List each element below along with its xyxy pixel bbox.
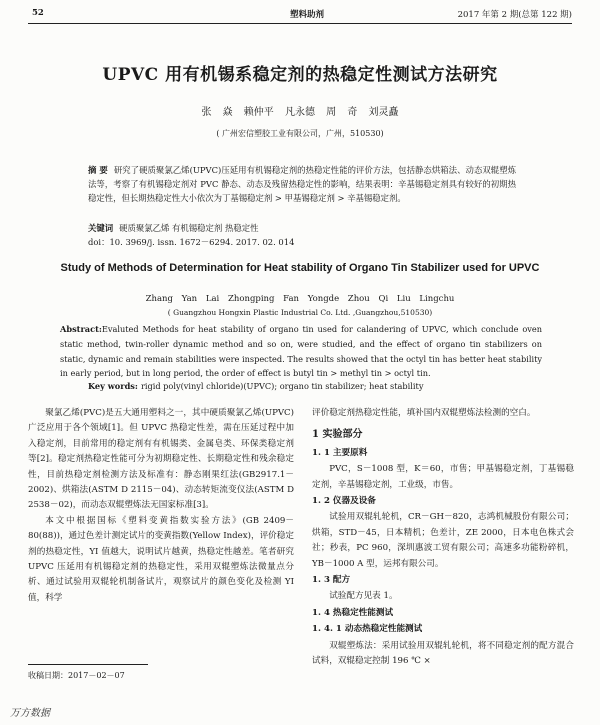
footnote-rule xyxy=(28,664,148,665)
keywords-cn xyxy=(88,221,516,235)
journal-name: 塑料助剂 xyxy=(290,10,325,20)
issue-info: 2017 年第 2 期(总第 122 期) xyxy=(457,10,572,20)
intro-paragraph-2: 本文中根据国标《塑料变黄指数实验方法》(GB 2409－80(88))，通过色差计测定试片的变黄指数(Yellow Index)，评价稳定剂的热稳定性，YI 值越大，说明试片越黄，热稳定性越差。笔者研究 UPVC 压延用有机锡稳定剂的热稳定性，采用双辊塑炼法微量点分析、通过试验用双辊轮机制备试片，观察试片的颜色变化及检测 YI 值，科学 xyxy=(28,515,294,603)
dynamic-test-paragraph: 双辊塑炼法：采用试验用双辊轧轮机，将不同稳定剂的配方混合试料，双辊稳定控制 196 ℃ × xyxy=(312,640,574,667)
paper-title: UPVC 用有机锡系稳定剂的热稳定性测试方法研究 xyxy=(102,65,498,85)
section-heading-1: 1 实验部分 xyxy=(312,429,363,441)
keywords-en-text: rigid poly(vinyl chloride)(UPVC); organo tin stabilizer; heat stability xyxy=(140,381,424,391)
doi: doi：10. 3969/j. issn. 1672－6294. 2017. 02. 014 xyxy=(88,237,295,247)
intro-paragraph-1: 聚氯乙烯(PVC)是五大通用塑料之一，其中硬质聚氯乙烯(UPVC)广泛应用于各个领域[1]。但 UPVC 热稳定性差，需在压延过程中加入稳定剂，目前常用的稳定剂有有机锡类、金属皂类、环保类稳定剂等[2]。稳定剂热稳定性能可分为初期稳定性、长期稳定性和残余稳定性，目前热稳定剂检测方法及标准有：静态刚果红法(GB2917.1－2002)、烘箱法(ASTM D 2115－04)、动态转矩流变仪法(ASTM D 2538－02)，而动态双辊塑炼法无国家标准[3]。 xyxy=(28,408,294,511)
abstract-en-label: Abstract: xyxy=(60,324,102,334)
keywords-cn-text: 硬质聚氯乙烯 有机锡稳定剂 热稳定性 xyxy=(119,223,259,233)
keywords-en-label: Key words: xyxy=(88,381,138,391)
subsection-heading-1-2: 1. 2 仪器及设备 xyxy=(312,496,376,507)
header-rule xyxy=(28,23,572,24)
affiliation-en: ( Guangzhou Hongxin Plastic Industrial Co. Ltd. ,Guangzhou,510530) xyxy=(167,308,433,317)
subsection-heading-1-1: 1. 1 主要原料 xyxy=(312,447,368,458)
affiliation: ( 广州宏信塑胶工业有限公司，广州，510530) xyxy=(216,129,384,138)
received-date: 收稿日期：2017－02－07 xyxy=(28,671,125,680)
abstract-cn xyxy=(88,163,516,206)
paper-title-en: Study of Methods of Determination for Heat stability of Organo Tin Stabilizer used for UPVC xyxy=(60,262,540,274)
subsection-heading-1-4: 1. 4 热稳定性能测试 xyxy=(312,607,394,618)
abstract-en-text: Evaluted Methods for heat stability of organo tin used for calandering of UPVC, which conclude oven static method, twin-roller dynamic method and so on, were studied, and the effect of organo tin stabilizers on static, dynamic and remain stabilities were inspected. The results showed that the octyl tin has better heat stability in early period, but in long period, the order of effect is butyl tin > methyl tin > octyl tin. xyxy=(60,324,542,379)
subsection-heading-1-3: 1. 3 配方 xyxy=(312,575,351,586)
page-number: 52 xyxy=(32,8,44,18)
abstract-en xyxy=(60,322,542,381)
abstract-cn-text: 研究了硬质聚氯乙烯(UPVC)压延用有机锡稳定剂的热稳定性能的评价方法，包括静态烘箱法、动态双辊塑炼法等，考察了有机锡稳定剂对 PVC 静态、动态及残留热稳定性的影响，结果表明：辛基锡稳定剂具有较好的初期热稳定性，但长期热稳定性大小依次为丁基锡稳定剂 > 甲基锡稳定剂 > 辛基锡稳定剂。 xyxy=(88,165,516,204)
running-header xyxy=(28,8,572,22)
subsection-heading-1-4-1: 1. 4. 1 动态热稳定性能测试 xyxy=(312,624,423,635)
body-column-left xyxy=(28,406,294,606)
abstract-cn-label: 摘 要 xyxy=(88,165,108,175)
equipment-paragraph: 试验用双辊轧轮机，CR－GH－820，志鸿机械股份有限公司；烘箱，STD－45，日本精机；色差计，ZE 2000，日本电色株式会社；秒表，PC 960，深圳惠波工贸有限公司；高速多功能粉碎机，YB－1000 A 型，运邦有限公司。 xyxy=(312,512,574,569)
body-column-right xyxy=(312,406,574,670)
keywords-en xyxy=(88,381,548,391)
formula-paragraph: 试验配方见表 1。 xyxy=(329,591,398,602)
watermark: 万方数据 xyxy=(10,708,50,719)
author-list-en: Zhang Yan Lai Zhongping Fan Yongde Zhou Qi Liu Lingchu xyxy=(145,294,455,304)
keywords-cn-label: 关键词 xyxy=(88,223,114,233)
intro-paragraph-3: 评价稳定剂热稳定性能，填补国内双辊塑炼法检测的空白。 xyxy=(312,408,536,418)
author-list: 张 焱 赖仲平 凡永德 周 奇 刘灵矗 xyxy=(201,107,399,118)
materials-paragraph: PVC，S－1008 型，K＝60，市售；甲基锡稳定剂，丁基锡稳定剂，辛基锡稳定剂，工业级，市售。 xyxy=(312,464,574,490)
